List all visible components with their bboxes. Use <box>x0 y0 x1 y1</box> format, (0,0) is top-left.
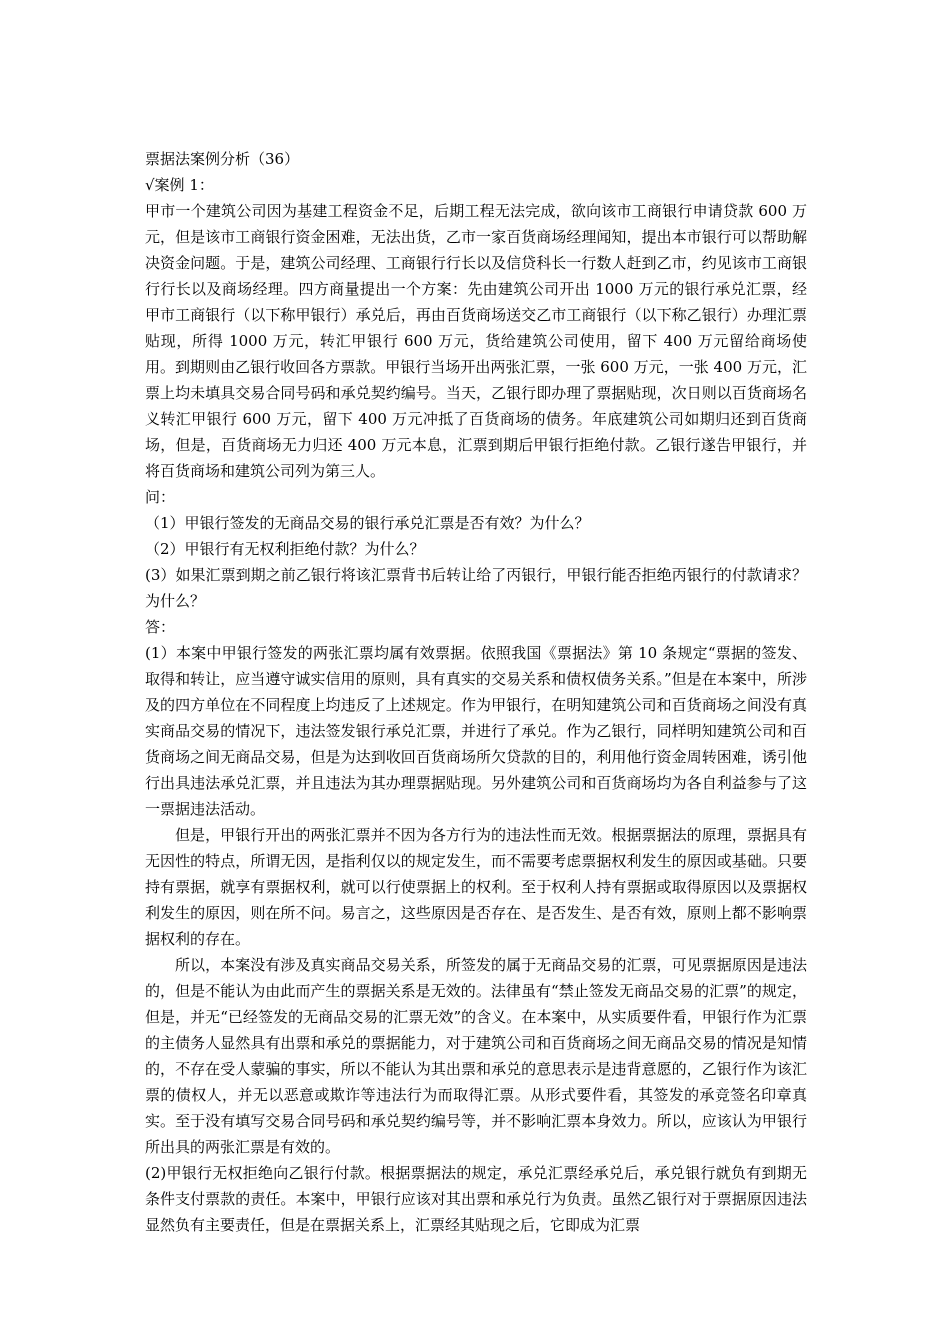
answer-1-paragraph-3: 所以，本案没有涉及真实商品交易关系，所签发的属于无商品交易的汇票，可见票据原因是违法的，但是不能认为由此而产生的票据关系是无效的。法律虽有“禁止签发无商品交易的汇票”的规定，但是，并无“已经签发的无商品交易的汇票无效”的含义。在本案中，从实质要件看，甲银行作为汇票的主债务人显然具有出票和承兑的票据能力，对于建筑公司和百货商场之间无商品交易的情况是知情的，不存在受人蒙骗的事实，所以不能认为其出票和承兑的意思表示是违背意愿的，乙银行作为该汇票的债权人，并无以恶意或欺诈等违法行为而取得汇票。从形式要件看，其签发的承竞签名印章真实。至于没有填写交易合同号码和承兑契约编号等，并不影响汇票本身效力。所以，应该认为甲银行所出具的两张汇票是有效的。 <box>145 956 807 1156</box>
document-title: 票据法案例分析（36） <box>145 150 300 168</box>
question-1: （1）甲银行签发的无商品交易的银行承兑汇票是否有效？为什么？ <box>145 514 590 532</box>
answer-2-paragraph-1: (2)甲银行无权拒绝向乙银行付款。根据票据法的规定，承兑汇票经承兑后，承兑银行就负有到期无条件支付票款的责任。本案中，甲银行应该对其出票和承兑行为负责。虽然乙银行对于票据原因违法显然负有主要责任，但是在票据关系上，汇票经其贴现之后，它即成为汇票 <box>145 1164 807 1234</box>
answer-label: 答： <box>145 618 176 636</box>
question-2: （2）甲银行有无权利拒绝付款？为什么？ <box>145 540 425 558</box>
document-page <box>145 146 807 1238</box>
case-heading: √案例 1： <box>145 176 214 194</box>
question-label: 问： <box>145 488 176 506</box>
question-3: (3）如果汇票到期之前乙银行将该汇票背书后转让给了丙银行，甲银行能否拒绝丙银行的付款请求？为什么？ <box>145 566 807 610</box>
answer-1-paragraph-2: 但是，甲银行开出的两张汇票并不因为各方行为的违法性而无效。根据票据法的原理，票据具有无因性的特点，所谓无因，是指利仅以的规定发生，而不需要考虑票据权利发生的原因或基础。只要持有票据，就享有票据权利，就可以行使票据上的权利。至于权利人持有票据或取得原因以及票据权利发生的原因，则在所不问。易言之，这些原因是否存在、是否发生、是否有效，原则上都不影响票据权利的存在。 <box>145 826 807 948</box>
case-text: 甲市一个建筑公司因为基建工程资金不足，后期工程无法完成，欲向该市工商银行申请贷款 600 万元，但是该市工商银行资金困难，无法出货，乙市一家百货商场经理闻知，提出本市银行可以帮助解决资金问题。于是，建筑公司经理、工商银行行长以及信贷科长一行数人赶到乙市，约见该市工商银行行长以及商场经理。四方商量提出一个方案：先由建筑公司开出 1000 万元的银行承兑汇票，经甲市工商银行（以下称甲银行）承兑后，再由百货商场送交乙市工商银行（以下称乙银行）办理汇票贴现，所得 1000 万元，转汇甲银行 600 万元，货给建筑公司使用，留下 400 万元留给商场使用。到期则由乙银行收回各方票款。甲银行当场开出两张汇票，一张 600 万元，一张 400 万元，汇票上均未填具交易合同号码和承兑契约编号。当天，乙银行即办理了票据贴现，次日则以百货商场名义转汇甲银行 600 万元，留下 400 万元冲抵了百货商场的债务。年底建筑公司如期归还到百货商场，但是，百货商场无力归还 400 万元本息，汇票到期后甲银行拒绝付款。乙银行遂告甲银行，并将百货商场和建筑公司列为第三人。 <box>145 202 807 480</box>
answer-1-paragraph-1: (1）本案中甲银行签发的两张汇票均属有效票据。依照我国《票据法》第 10 条规定“票据的签发、取得和转让，应当遵守诚实信用的原则，具有真实的交易关系和债权债务关系。”但是在本案中，所涉及的四方单位在不同程度上均违反了上述规定。作为甲银行，在明知建筑公司和百货商场之间没有真实商品交易的情况下，违法签发银行承兑汇票，并进行了承兑。作为乙银行，同样明知建筑公司和百货商场之间无商品交易，但是为达到收回百货商场所欠贷款的目的，利用他行资金周转困难，诱引他行出具违法承兑汇票，并且违法为其办理票据贴现。另外建筑公司和百货商场均为各自利益参与了这一票据违法活动。 <box>145 644 807 818</box>
